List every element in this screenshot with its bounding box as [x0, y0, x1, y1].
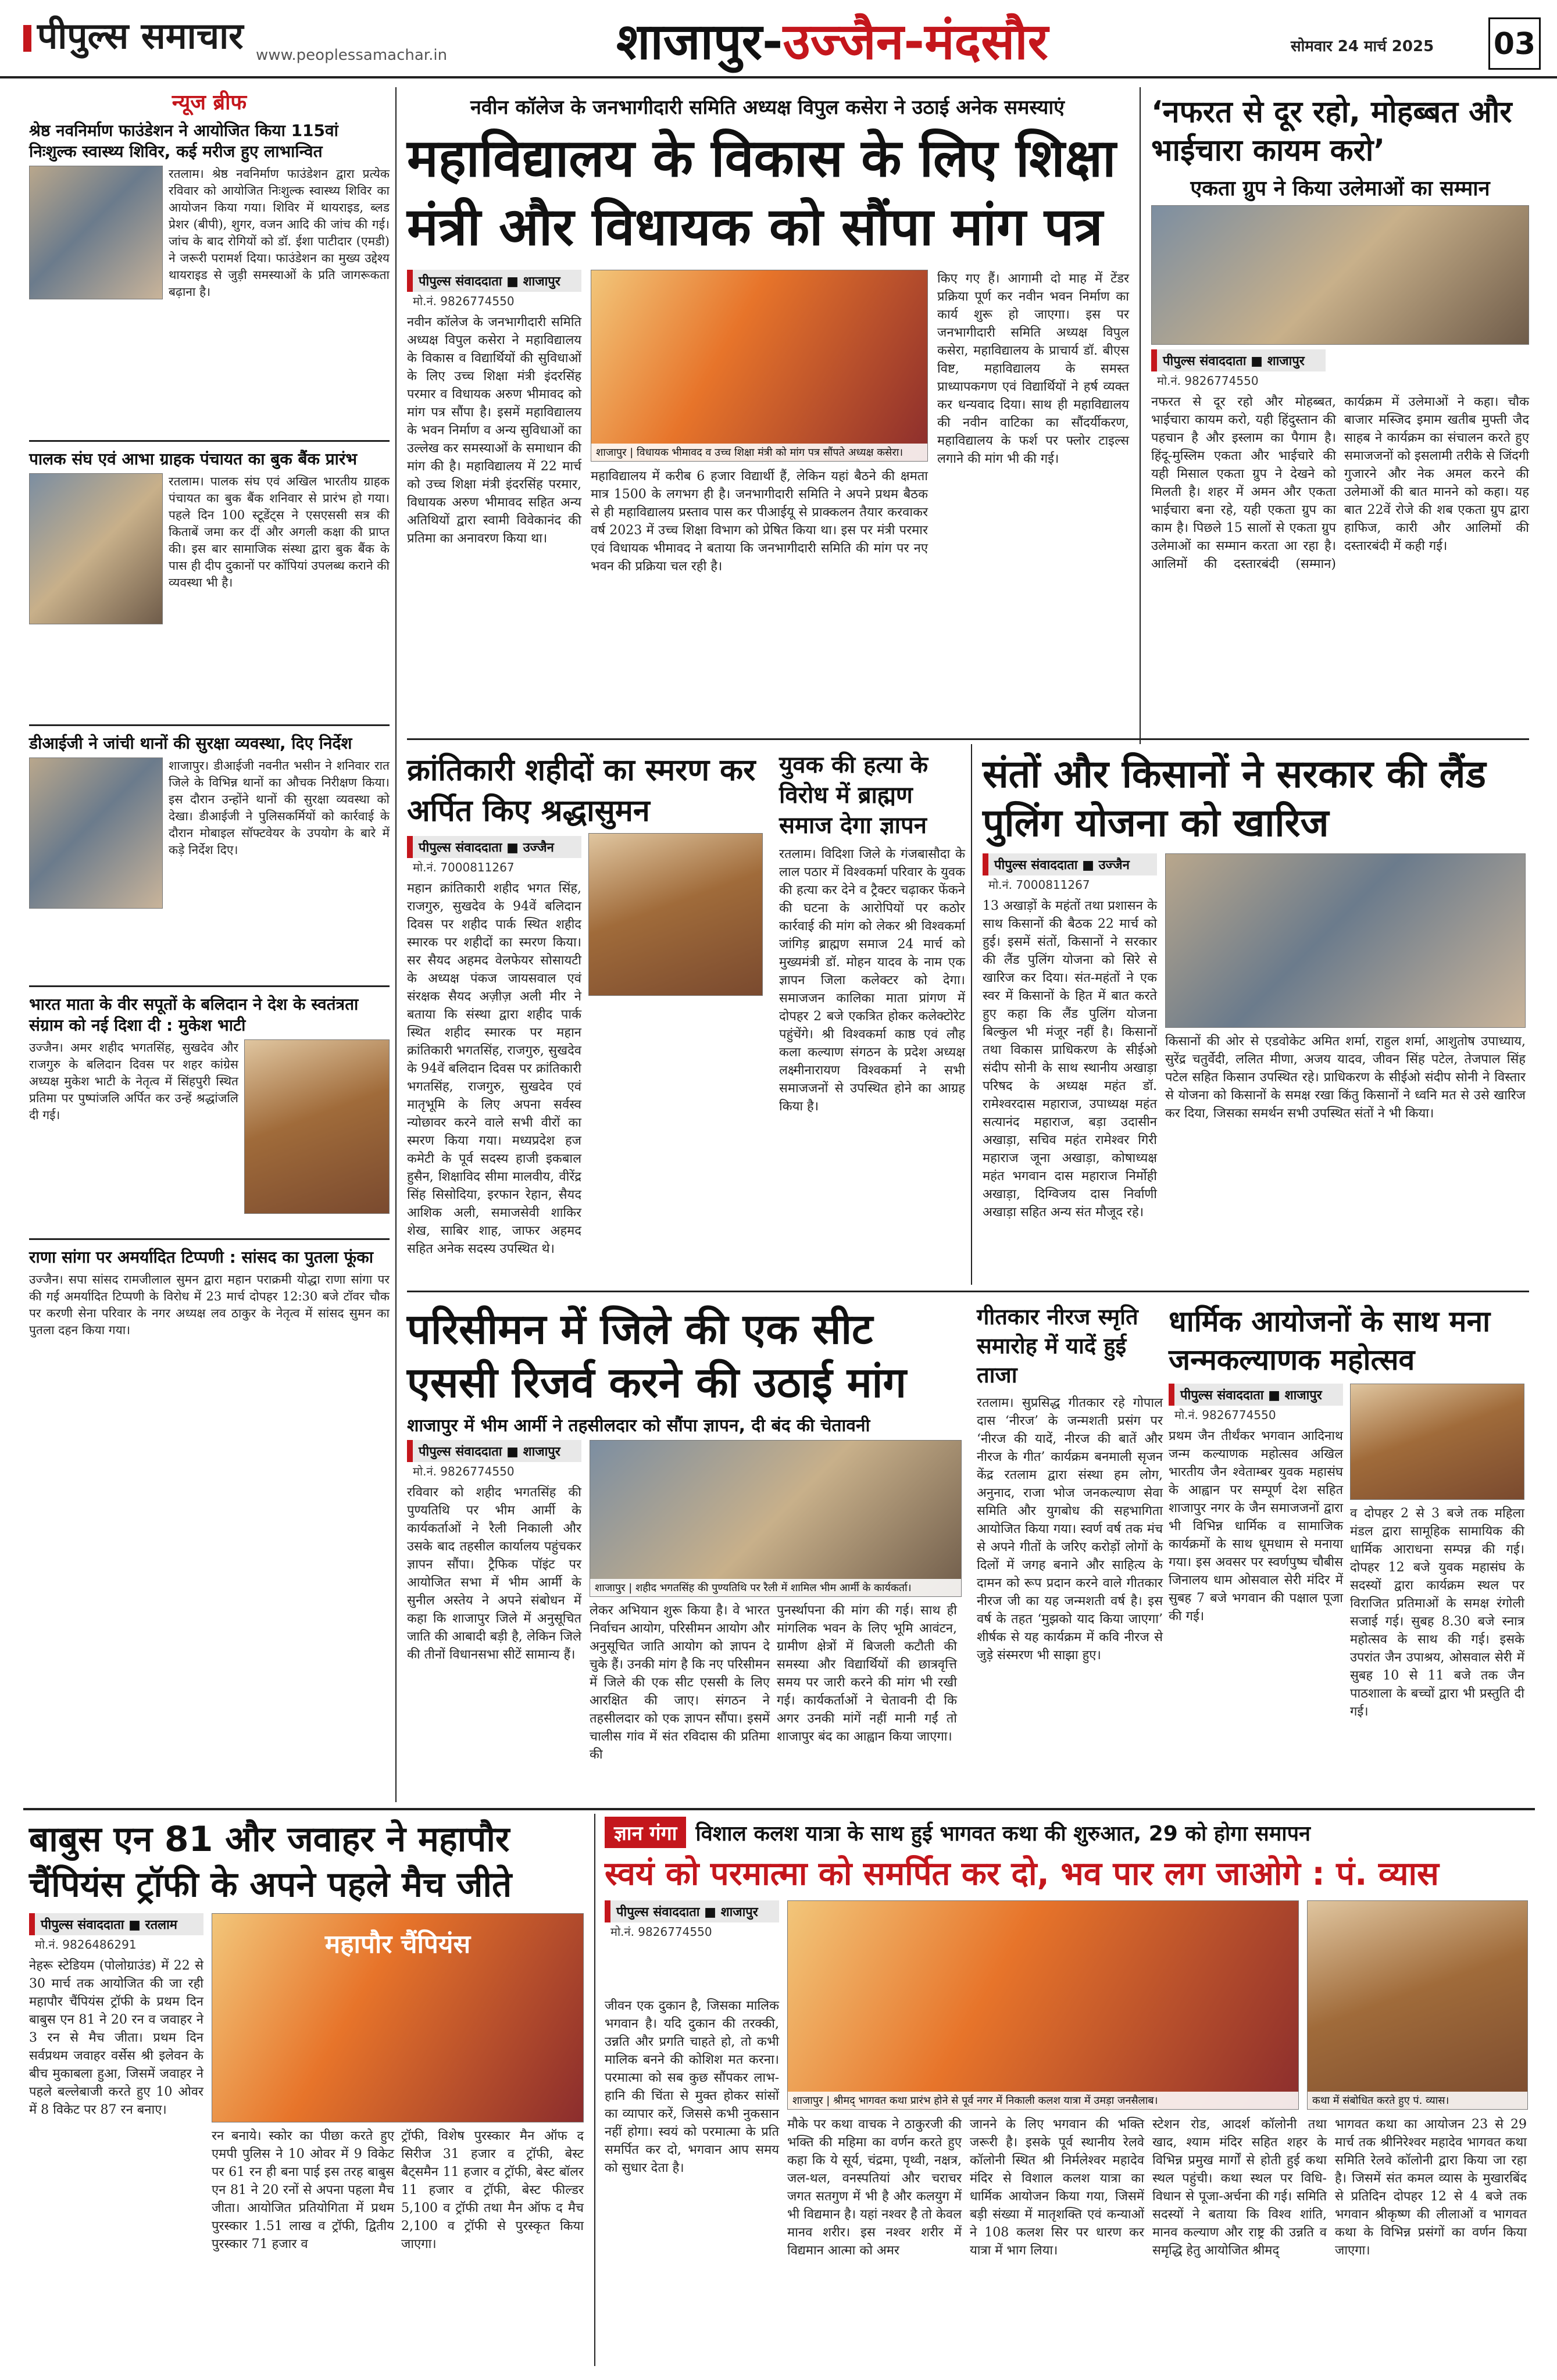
- bhagwat-tag: ज्ञान गंगा: [605, 1817, 686, 1848]
- brief-body-1: रतलाम। श्रेष्ठ नवनिर्माण फाउंडेशन द्वारा प्रत्येक रविवार को आयोजित निःशुल्क स्वास्थ्य शिविर का आयोजन किया गया। शिविर में थायराइड, ब्लड प्रेशर (बीपी), शुगर, वजन आदि की जांच की गई। जांच के बाद रोगियों को डॉ. ईशा पाटीदार (एमडी) ने जरूरी परामर्श दिया। फाउंडेशन का मुख्य उद्देश्य थायराइड से जुड़ी समस्याओं के प्रति जागरूकता बढ़ाना है।: [169, 167, 390, 299]
- unity-story: [1151, 93, 1529, 732]
- brief-title-5: राणा सांगा पर अमर्यादित टिप्पणी : सांसद का पुतला फूंका: [29, 1248, 373, 1267]
- martyrs-photo: [588, 833, 763, 996]
- neeraj-story: [977, 1302, 1163, 1808]
- lead-body-1: नवीन कॉलेज के जनभागीदारी समिति अध्यक्ष विपुल कसेरा ने महाविद्यालय के विकास व विद्यार्थियों की सुविधाओं के लिए उच्च शिक्षा मंत्री इंदरसिंह परमार व विधायक अरुण भीमावद को मांग पत्र सौंपा है। इसमें महाविद्यालय के भवन निर्माण व अन्य सुविधाओं का उल्लेख कर समस्याओं के समाधान की मांग की है। महाविद्यालय में 22 मार्च को उच्च शिक्षा मंत्री इंदरसिंह परमार, विधायक अरुण भीमावद सहित अन्य अतिथियों द्वारा स्वामी विवेकानंद की प्रतिमा का अनावरण किया था।: [407, 315, 581, 546]
- unity-headline: ‘नफरत से दूर रहो, मोहब्बत और भाईचारा कायम करो’: [1151, 95, 1512, 168]
- row-divider: [23, 1808, 1535, 1810]
- lead-body-3: किए गए हैं। आगामी दो माह में टेंडर प्रक्रिया पूर्ण कर नवीन भवन निर्माण का कार्य शुरू हो जाएगा। इस पर जनभागीदारी समिति अध्यक्ष विपुल कसेरा, महाविद्यालय के प्राचार्य डॉ. बीएस विष्ट, महाविद्यालय के समस्त प्राध्यापकगण एवं विद्यार्थियों ने हर्ष व्यक्त कर धन्यवाद दिया। साथ ही महाविद्यालय की नवीन वाटिका का सौंदर्यीकरण, महाविद्यालय के फर्श पर फ्लोर टाइल्स लगाने की मांग भी की गई।: [937, 271, 1129, 466]
- divider: [29, 724, 390, 726]
- bhagwat-mobile: मो.नं. 9826774550: [610, 1925, 712, 1939]
- sports-headline: बाबुस एन 81 और जवाहर ने महापौर चैंपियंस ट्रॉफी के अपने पहले मैच जीते: [29, 1819, 512, 1905]
- religious-headline: धार्मिक आयोजनों के साथ मना जन्मकल्याणक महोत्सव: [1169, 1305, 1491, 1377]
- lead-story: [407, 93, 1128, 709]
- unity-subhead: एकता ग्रुप ने किया उलेमाओं का सम्मान: [1190, 177, 1490, 201]
- brief-photo-1: [29, 166, 163, 299]
- brief-photo-3: [29, 757, 163, 909]
- brief-body-2: रतलाम। पालक संघ एवं अखिल भारतीय ग्राहक पंचायत का बुक बैंक शनिवार से प्रारंभ हो गया। पहले दिन 100 स्टूडेंट्स ने एसएससी सत्र की किताबें जमा कर दीं और अगली कक्षा की प्राप्त की। इस बार सामाजिक संस्था द्वारा बुक बैंक के पास ही दीप दुकानों पर कॉपियां उपलब्ध कराने की व्यवस्था भी है।: [169, 474, 390, 589]
- sports-body-2: रन बनाये। स्कोर का पीछा करते हुए एमपी पुलिस ने 10 ओवर में 9 विकेट पर 61 रन ही बना पाई इस तरह बाबुस एन 81 ने 20 रनों से अपना पहला मैच जीता। आयोजित प्रतियोगिता में प्रथम पुरस्कार 1.51 लाख व ट्रॉफी, द्वितीय पुरस्कार 71 हजार व: [212, 2129, 394, 2252]
- bhagwat-photo-2: [1307, 1900, 1528, 2110]
- delimitation-photo: [590, 1440, 962, 1597]
- brief-title-1: श्रेष्ठ नवनिर्माण फाउंडेशन ने आयोजित किया 115वां निःशुल्क स्वास्थ्य शिविर, कई मरीज हुए लाभान्वित: [29, 121, 338, 161]
- brief-title-3: डीआईजी ने जांची थानों की सुरक्षा व्यवस्था, दिए निर्देश: [29, 734, 352, 753]
- neeraj-headline: गीतकार नीरज स्मृति समारोह में यादें हुई ताजा: [977, 1304, 1138, 1388]
- news-brief-column: [29, 87, 390, 1802]
- bhagwat-body-4: स्टेशन रोड, आदर्श कॉलोनी तथा खाद, श्याम मंदिर सहित शहर के विभिन्न प्रमुख मार्गों से होती हुई कथा स्थल पहुंची। कथा स्थल पर विधि-विधान से पूजा-अर्चना की गई। समिति सदस्यों ने बताया कि विश्व शांति, मानव कल्याण और राष्ट्र की उन्नति व समृद्धि हेतु आयोजित श्रीमद्: [1152, 2117, 1327, 2258]
- lead-mobile: मो.नं. 9826774550: [413, 294, 515, 308]
- farmers-mobile: मो.नं. 7000811267: [988, 878, 1090, 892]
- divider: [29, 985, 390, 987]
- lead-body-2: महाविद्यालय में करीब 6 हजार विद्यार्थी हैं, लेकिन यहां बैठने की क्षमता मात्र 1500 के लगभग ही है। जनभागीदारी समिति ने अपने प्रथम बैठक से ही महाविद्यालय प्रस्ताव पास कर पीआईयू से प्राक्कलन तैयार करवाकर वर्ष 2023 में उच्च शिक्षा विभाग को प्रेषित किया था। इस पर मंत्री परमार एवं विधायक भीमावद ने बताया कि जनभागीदारी समिति की मांग पर नए भवन की प्रक्रिया चल रही है।: [591, 469, 928, 574]
- bhagwat-photo-caption-2: कथा में संबोधित करते हुए पं. व्यास।: [1308, 2092, 1527, 2109]
- delimitation-headline: परिसीमन में जिले की एक सीट एससी रिजर्व करने की उठाई मांग: [407, 1305, 906, 1407]
- bhagwat-photo-1: [787, 1900, 1299, 2110]
- delimitation-body-2: लेकर अभियान शुरू किया है। वे भारत निर्वाचन आयोग, परिसीमन आयोग और अनुसूचित जाति आयोग को ज्ञापन दे चुके हैं। उनकी मांग है कि नए परिसीमन में जिले की एक सीट एससी के लिए आरक्षित की जाए। संगठन ने तहसीलदार को एक ज्ञापन सौंपा। इसमें चालीस गांव में संत रविदास की प्रतिमा की: [590, 1603, 770, 1762]
- bhagwat-byline: पीपुल्स संवाददाता ■ शाजापुर: [605, 1900, 779, 1922]
- martyrs-story: [407, 750, 767, 1285]
- brahmin-headline: युवक की हत्या के विरोध में ब्राह्मण समाज देगा ज्ञापन: [779, 752, 929, 839]
- delimitation-mobile: मो.नं. 9826774550: [413, 1464, 515, 1478]
- lead-byline: पीपुल्स संवाददाता ■ शाजापुर: [407, 270, 581, 292]
- religious-photo: [1350, 1384, 1524, 1500]
- bhagwat-kicker: विशाल कलश यात्रा के साथ हुई भागवत कथा की शुरुआत, 29 को होगा समापन: [695, 1821, 1311, 1846]
- brief-title-4: भारत माता के वीर सपूतों के बलिदान ने देश के स्वतंत्रता संग्राम को नई दिशा दी : मुकेश भाटी: [29, 995, 359, 1035]
- farmers-headline: संतों और किसानों ने सरकार की लैंड पुलिंग योजना को खारिज: [983, 752, 1486, 845]
- column-divider: [395, 87, 397, 1802]
- brief-section-title: न्यूज ब्रीफ: [172, 91, 247, 115]
- farmers-byline: पीपुल्स संवाददाता ■ उज्जैन: [983, 853, 1157, 875]
- religious-body-1: प्रथम जैन तीर्थंकर भगवान आदिनाथ जन्म कल्याणक महोत्सव अखिल भारतीय जैन श्वेताम्बर युवक महासंघ के आह्वान पर सम्पूर्ण देश सहित शाजापुर नगर के जैन समाजजनों द्वारा भी विभिन्न धार्मिक व सामाजिक कार्यक्रमों के साथ धूमधाम से मनाया गया। इस अवसर पर स्वर्णपुष्प चौबीस जिनालय धाम ओसवाल सेरी मंदिर में सुबह 7 बजे भगवान की पक्षाल पूजा की गई।: [1169, 1429, 1343, 1624]
- farmers-body-2: किसानों की ओर से एडवोकेट अमित शर्मा, राहुल शर्मा, आशुतोष उपाध्याय, सुरेंद्र चतुर्वेदी, ललित मीणा, अजय यादव, जीवन सिंह पटेल, तेजपाल सिंह पटेल सहित किसान उपस्थित रहे। प्राधिकरण के सीईओ संदीप सोनी ने विस्तार से योजना को किसानों के समक्ष रखा किंतु किसानों ने ध्वनि मत से उसे खारिज कर दिया, जिसका समर्थन सभी उपस्थित संतों ने भी किया।: [1165, 1034, 1526, 1121]
- sports-banner-text: महापौर चैंपियंस: [324, 1929, 471, 1959]
- edition-title: [616, 6, 1048, 74]
- brief-body-4: उज्जैन। अमर शहीद भगतसिंह, सुखदेव और राजगुरु के बलिदान दिवस पर शहर कांग्रेस अध्यक्ष मुकेश भाटी के नेतृत्व में सिंहपुरी स्थित प्रतिमा पर पुष्पांजलि अर्पित कर उन्हें श्रद्धांजलि दी गई।: [29, 1041, 238, 1122]
- brief-body-5: उज्जैन। सपा सांसद रामजीलाल सुमन द्वारा महान पराक्रमी योद्धा राणा सांगा पर की गई अमर्यादित टिप्पणी के विरोध में 23 मार्च दोपहर 12:30 बजे टॉवर चौक पर करणी सेना परिवार के नगर अध्यक्ष लव ठाकुर के नेतृत्व में सांसद सुमन का पुतला दहन किया गया।: [29, 1273, 390, 1337]
- row-divider: [407, 738, 1529, 740]
- sports-photo: [212, 1913, 584, 2122]
- delimitation-story: [407, 1302, 965, 1808]
- martyrs-mobile: मो.नं. 7000811267: [413, 860, 515, 874]
- martyrs-headline: क्रांतिकारी शहीदों का स्मरण कर अर्पित किए श्रद्धासुमन: [407, 753, 756, 828]
- farmers-body-1: 13 अखाड़ों के महंतों तथा प्रशासन के साथ किसानों की बैठक 22 मार्च को हुई। इसमें संतों, किसानों ने सरकार की लैंड पुलिंग योजना को सिरे से खारिज कर दिया। संत-महंतों ने एक स्वर में किसानों के हित में बात करते हुए कहा कि लैंड पुलिंग योजना बिल्कुल भी मंजूर नहीं है। किसानों तथा विकास प्राधिकरण के सीईओ संदीप सोनी के साथ स्थानीय अखाड़ा परिषद के अध्यक्ष महंत डॉ. रामेश्वरदास महाराज, उपाध्यक्ष महंत सत्यानंद महाराज, बड़ा उदासीन अखाड़ा, सचिव महंत रामेश्वर गिरी महाराज जूना अखाड़ा, कोषाध्यक्ष महंत भगवान दास महाराज निर्मोही अखाड़ा, दिग्विजय दास निर्वाणी अखाड़ा सहित अन्य संत मौजूद रहे।: [983, 899, 1157, 1220]
- row-divider: [407, 1291, 1529, 1292]
- masthead: [23, 10, 244, 59]
- unity-body: नफरत से दूर रहो और मोहब्बत, भाईचारा कायम करो, यही हिंदुस्तान की पहचान है और इस्लाम का पैगाम है। हिंदू-मुस्लिम एकता और भाईचारे की यही मिसाल एकता ग्रुप ने देखने को मिलती है। शहर में अमन और एकता भाईचारा बना रहे, यही एकता ग्रुप का काम है। पिछले 15 सालों से एकता ग्रुप उलेमाओं का सम्मान करता आ रहा है। आलिमों की दस्तारबंदी (सम्मान) कार्यक्रम में उलेमाओं ने कहा। चौक बाजार मस्जिद इमाम खतीब मुफ्ती जैद साहब ने कार्यक्रम का संचालन करते हुए समाजजनों को इसलामी तरीके से जिंदगी गुजारने और नेक अमल करने की उलेमाओं की बात मानने को कहा। यह बात 22वें रोजे की शब एकता ग्रुप द्वारा हाफिज, कारी और आलिमों की दस्तारबंदी में कही गई।: [1151, 395, 1529, 571]
- bhagwat-headline: स्वयं को परमात्मा को समर्पित कर दो, भव पार लग जाओगे : पं. व्यास: [605, 1855, 1439, 1893]
- delimitation-byline: पीपुल्स संवाददाता ■ शाजापुर: [407, 1440, 581, 1462]
- lead-photo-caption: शाजापुर | विधायक भीमावद व उच्च शिक्षा मंत्री को मांग पत्र सौंपते अध्यक्ष कसेरा।: [591, 444, 927, 461]
- delimitation-subhead: शाजापुर में भीम आर्मी ने तहसीलदार को सौंपा ज्ञापन, दी बंद की चेतावनी: [407, 1416, 870, 1436]
- sports-body-1: नेहरू स्टेडियम (पोलोग्राउंड) में 22 से 30 मार्च तक आयोजित की जा रही महापौर चैंपियंस ट्रॉफी के प्रथम दिन बाबुस एन 81 ने 20 रन व जवाहर ने 3 रन से मैच जीता। प्रथम दिन सर्वप्रथम जवाहर वर्सेस श्री इलेवन के बीच मुकाबला हुआ, जिसमें जवाहर ने पहले बल्लेबाजी करते हुए 10 ओवर में 8 विकेट पर 87 रन बनाए।: [29, 1959, 203, 2117]
- column-divider: [594, 1814, 595, 2366]
- delimitation-photo-caption: शाजापुर | शहीद भगतसिंह की पुण्यतिथि पर रैली में शामिल भीम आर्मी के कार्यकर्ता।: [590, 1579, 961, 1596]
- website-url: www.peoplessamachar.in: [256, 47, 448, 64]
- issue-date: सोमवार 24 मार्च 2025: [1291, 38, 1434, 55]
- religious-byline: पीपुल्स संवाददाता ■ शाजापुर: [1169, 1384, 1343, 1406]
- sports-byline: पीपुल्स संवाददाता ■ रतलाम: [29, 1913, 203, 1935]
- brief-title-2: पालक संघ एवं आभा ग्राहक पंचायत का बुक बैंक प्रारंभ: [29, 449, 358, 469]
- unity-byline: पीपुल्स संवाददाता ■ शाजापुर: [1151, 349, 1326, 371]
- divider: [29, 1238, 390, 1240]
- bhagwat-body-5: भागवत कथा का आयोजन 23 से 29 मार्च तक श्रीनिरेश्वर महादेव भागवत कथा समिति रेलवे कॉलोनी द्वारा किया जा रहा है। जिसमें संत कमल व्यास के मुखारबिंद से प्रतिदिन दोपहर 12 से 4 बजे तक भगवान श्रीकृष्ण की लीलाओं व भागवत कथा के विभिन्न प्रसंगों का वर्णन किया जाएगा।: [1335, 2117, 1527, 2258]
- sports-story: [29, 1817, 587, 2369]
- lead-kicker: नवीन कॉलेज के जनभागीदारी समिति अध्यक्ष विपुल कसेरा ने उठाई अनेक समस्याएं: [470, 96, 1065, 119]
- sports-body-3: ट्रॉफी, विशेष पुरस्कार मैन ऑफ द सिरीज 31 हजार व ट्रॉफी, बेस्ट बैट्समैन 11 हजार व ट्रॉफी, बेस्ट बॉलर 11 हजार व ट्रॉफी, बेस्ट फील्डर 5,100 व ट्रॉफी तथा मैन ऑफ द मैच 2,100 व ट्रॉफी से पुरस्कृत किया जाएगा।: [401, 2129, 584, 2252]
- bhagwat-story: [605, 1817, 1529, 2369]
- brief-photo-2: [29, 473, 163, 624]
- religious-body-2: व दोपहर 2 से 3 बजे तक महिला मंडल द्वारा सामूहिक सामायिक की धार्मिक आराधना सम्पन्न की गई। दोपहर 12 बजे युवक महासंघ के सदस्यों द्वारा कार्यक्रम स्थल पर विराजित प्रतिमाओं के समक्ष रंगोली सजाई गई। सुबह 8.30 बजे स्नात्र महोत्सव के साथ की गई। इसके उपरांत जैन उपाश्रय, ओसवाल सेरी में सुबह 10 से 11 बजे तक जैन पाठशाला के बच्चों द्वारा भी प्रस्तुति दी गई।: [1350, 1506, 1524, 1719]
- masthead-mark: [23, 25, 31, 52]
- unity-photo: [1151, 205, 1529, 345]
- column-divider: [1140, 87, 1141, 744]
- bhagwat-body-2: मौके पर कथा वाचक ने ठाकुरजी की भक्ति की महिमा का वर्णन करते हुए कहा कि ये सूर्य, चंद्रमा, पृथ्वी, नक्षत्र, जल-थल, वनस्पतियां और चराचर जगत सतगुण में भी है और कलयुग में भी विद्यमान है। यहां नश्वर है तो केवल मानव शरीर। इस नश्वर शरीर में विद्यमान आत्मा को अमर: [787, 2117, 962, 2258]
- religious-mobile: मो.नं. 9826774550: [1174, 1408, 1276, 1422]
- farmers-photo: [1165, 853, 1526, 1028]
- brief-body-3: शाजापुर। डीआईजी नवनीत भसीन ने शनिवार रात जिले के विभिन्न थानों का औचक निरीक्षण किया। इस दौरान उन्होंने थानों की सुरक्षा व्यवस्था को देखा। डीआईजी ने पुलिसकर्मियों को कार्रवाई के दौरान मोबाइल सॉफ्टवेयर के उपयोग के बारे में कड़े निर्देश दिए।: [169, 759, 390, 857]
- masthead-title: पीपुल्स समाचार: [37, 15, 244, 57]
- brahmin-body: रतलाम। विदिशा जिले के गंजबासौदा के लाल पठार में विश्वकर्मा परिवार के युवक की हत्या कर देने व ट्रैक्टर चढ़ाकर फेंकने की घटना के आरोपियों पर कठोर कार्रवाई की मांग को लेकर श्री विश्वकर्मा जांगिड़ ब्राह्मण समाज 24 मार्च को मुख्यमंत्री डॉ. मोहन यादव के नाम एक ज्ञापन जिला कलेक्टर को देगा। समाजजन कालिका माता प्रांगण में दोपहर 2 बजे एकत्रित होकर कलेक्टोरेट पहुंचेंगे। श्री विश्वकर्मा काष्ठ एवं लौह कला कल्याण संगठन के प्रदेश अध्यक्ष लक्ष्मीनारायण विश्वकर्मा ने सभी समाजजनों से उपस्थित होने का आग्रह किया है।: [779, 847, 965, 1114]
- neeraj-body: रतलाम। सुप्रसिद्ध गीतकार रहे गोपाल दास ‘नीरज’ के जन्मशती प्रसंग पर ‘नीरज की यादें, नीरज की बातें और नीरज के गीत’ कार्यक्रम बनमाली सृजन केंद्र रतलाम द्वारा संस्था हम लोग, अनुनाद, राजा भोज जनकल्याण सेवा समिति और युगबोध की सहभागिता आयोजित किया गया। स्वर्ण वर्ष तक मंच से अपने गीतों के जरिए करोड़ों लोगों के दिलों में जगह बनाने और साहित्य के दामन को रूप प्रदान करने वाले गीतकार नीरज जी का यह जन्मशती वर्ष है। इस वर्ष के तहत ‘मुझको याद किया जाएगा’ शीर्षक से यह कार्यक्रम में कवि नीरज से जुड़े संस्मरण भी साझा हुए।: [977, 1396, 1163, 1663]
- unity-mobile: मो.नं. 9826774550: [1157, 374, 1259, 388]
- sports-mobile: मो.नं. 9826486291: [35, 1938, 137, 1952]
- edition-a: शाजापुर-: [616, 13, 783, 71]
- bhagwat-body-3: जानने के लिए भगवान की भक्ति जरूरी है। इसके पूर्व स्थानीय रेलवे कॉलोनी स्थित श्री निर्मलेश्वर महादेव मंदिर से विशाल कलश यात्रा का धार्मिक आयोजन किया गया, जिसमें बड़ी संख्या में मातृशक्ति एवं कन्याओं ने 108 कलश सिर पर धारण कर यात्रा में भाग लिया।: [970, 2117, 1144, 2258]
- lead-headline: महाविद्यालय के विकास के लिए शिक्षा मंत्री और विधायक को सौंपा मांग पत्र: [407, 128, 1116, 258]
- page-header: [0, 0, 1557, 78]
- farmers-story: [983, 750, 1529, 1285]
- martyrs-body: महान क्रांतिकारी शहीद भगत सिंह, राजगुरु, सुखदेव के 94वें बलिदान दिवस पर शहीद पार्क स्थित शहीद स्मारक पर शहीदों का स्मरण किया। सर सैयद अहमद वेलफेयर सोसायटी के अध्यक्ष पंकज जायसवाल एवं संरक्षक सैयद अज़ीज़ अली मीर ने बताया कि संस्था द्वारा शहीद पार्क स्थित शहीद स्मारक पर महान क्रांतिकारी भगतसिंह, राजगुरु, सुखदेव के 94वें बलिदान दिवस पर क्रांतिकारी भगतसिंह, राजगुरु, सुखदेव एवं मातृभूमि के लिए अपना सर्वस्व न्योछावर करने वाले सभी वीरों का स्मरण किया गया। मध्यप्रदेश हज कमेटी के पूर्व सदस्य हाजी इकबाल हुसैन, शिक्षाविद सीमा मालवीय, वीरेंद्र सिंह सिसोदिया, इरफान रेहान, सैयद आशिक अली, समाजसेवी शाकिर शेख, साबिर शाह, जाफर अहमद सहित अनेक सदस्य उपस्थित थे।: [407, 881, 581, 1256]
- edition-b: उज्जैन-मंदसौर: [783, 13, 1048, 71]
- divider: [29, 440, 390, 442]
- delimitation-body-1: रविवार को शहीद भगतसिंह की पुण्यतिथि पर भीम आर्मी के कार्यकर्ताओं ने रैली निकाली और उसके बाद तहसील कार्यालय पहुंचकर ज्ञापन सौंपा। ट्रैफिक पॉइंट पर आयोजित सभा में भीम आर्मी के सुनील अस्तेय ने अपने संबोधन में कहा कि शाजापुर जिले में अनुसूचित जाति की आबादी बड़ी है, लेकिन जिले की तीनों विधानसभा सीटें सामान्य हैं।: [407, 1485, 581, 1662]
- brahmin-story: [779, 750, 965, 1285]
- bhagwat-body-1: जीवन एक दुकान है, जिसका मालिक भगवान है। यदि दुकान की तरक्की, उन्नति और प्रगति चाहते हो, तो कभी मालिक बनने की कोशिश मत करना। परमात्मा को सब कुछ सौंपकर लाभ-हानि की चिंता से मुक्त होकर सांसों का व्यापार करें, जिससे कभी नुकसान नहीं होगा। स्वयं को परमात्मा के प्रति समर्पित कर दो, भगवान आप समय को सुधार देता है।: [605, 1999, 779, 2175]
- page-number: 03: [1488, 17, 1541, 70]
- bhagwat-photo-caption-1: शाजापुर | श्रीमद् भागवत कथा प्रारंभ होने से पूर्व नगर में निकाली कलश यात्रा में उमड़ा जनसैलाब।: [788, 2092, 1298, 2109]
- brief-photo-4: [244, 1039, 390, 1214]
- lead-photo: [591, 270, 928, 462]
- martyrs-byline: पीपुल्स संवाददाता ■ उज्जैन: [407, 836, 581, 858]
- delimitation-body-3: पुनर्स्थापना की मांग की गई। साथ ही मांगलिक भवन के लिए भूमि आवंटन, ग्रामीण क्षेत्रों में बिजली कटौती की समस्या और विद्यार्थियों की छात्रवृत्ति समय पर जारी करने की मांग भी रखी गई। कार्यकर्ताओं ने चेतावनी दी कि अगर उनकी मांगें नहीं मानी गईं तो शाजापुर बंद का आह्वान किया जाएगा।: [777, 1603, 957, 1744]
- religious-story: [1169, 1302, 1529, 1808]
- column-divider: [971, 744, 972, 1285]
